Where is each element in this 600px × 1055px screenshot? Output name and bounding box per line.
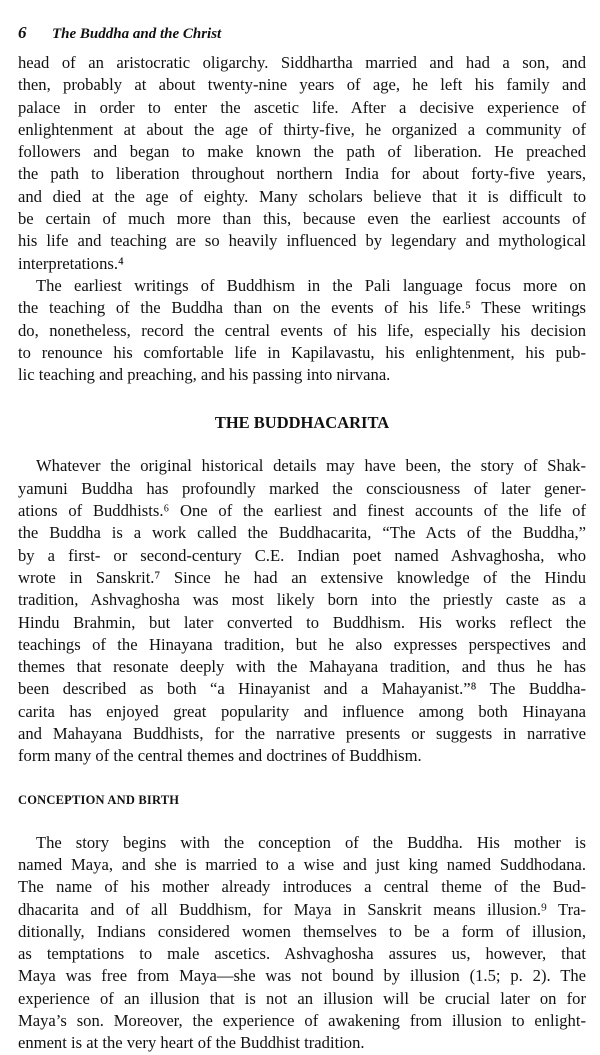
page-number: 6 xyxy=(18,23,27,42)
text-line: and died at the age of eighty. Many scholars believe that it is difficult to xyxy=(18,186,586,206)
text-line: as temptations to male ascetics. Ashvaghosha assures us, however, that xyxy=(18,944,586,964)
text-line: Maya was free from Maya—she was not bound by illusion (1.5; p. 2). The xyxy=(18,966,586,986)
text-line: enment is at the very heart of the Buddhist tradition. xyxy=(18,1033,365,1053)
text-line: enlightenment at about the age of thirty-five, he organized a community of xyxy=(18,119,586,139)
text-line: the teaching of the Buddha than on the events of his life.⁵ These writings xyxy=(18,298,586,318)
text-line: do, nonetheless, record the central events of his life, especially his decision xyxy=(18,320,586,340)
paragraph-2 xyxy=(18,275,586,386)
paragraph-1 xyxy=(18,52,586,275)
text-line: The earliest writings of Buddhism in the Pali language focus more on xyxy=(36,275,586,295)
paragraph-3 xyxy=(18,455,586,767)
text-line: dhacarita and of all Buddhism, for Maya in Sanskrit means illusion.⁹ Tra- xyxy=(18,899,586,919)
text-line: tradition, Ashvaghosha was most likely born into the priestly caste as a xyxy=(18,590,586,610)
subheading: CONCEPTION AND BIRTH xyxy=(18,792,180,807)
text-line: Maya’s son. Moreover, the experience of awakening from illusion to enlight- xyxy=(18,1010,586,1030)
running-head xyxy=(18,22,586,44)
book-page xyxy=(18,22,586,1055)
text-line: palace in order to enter the ascetic life. After a decisive experience of xyxy=(18,97,586,117)
running-head-title: The Buddha and the Christ xyxy=(52,26,222,42)
text-line: The name of his mother already introduces a central theme of the Bud- xyxy=(18,877,586,897)
text-line: named Maya, and she is married to a wise and just king named Suddhodana. xyxy=(18,854,586,874)
text-line: been described as both “a Hinayanist and a Mahayanist.”⁸ The Buddha- xyxy=(18,679,586,699)
text-line: Whatever the original historical details may have been, the story of Shak- xyxy=(36,456,586,476)
text-line: the Buddha is a work called the Buddhacarita, “The Acts of the Buddha,” xyxy=(18,523,586,543)
paragraph-4 xyxy=(18,832,586,1055)
text-line: ations of Buddhists.⁶ One of the earliest and finest accounts of the life of xyxy=(18,501,586,521)
text-line: experience of an illusion that is not an illusion will be crucial later on for xyxy=(18,988,586,1008)
text-line: Hindu Brahmin, but later converted to Buddhism. His works reflect the xyxy=(18,612,586,632)
text-line: ditionally, Indians considered women themselves to be a form of illusion, xyxy=(18,921,586,941)
text-line: followers and began to make known the path of liberation. He preached xyxy=(18,142,586,162)
text-line: yamuni Buddha has profoundly marked the consciousness of later gener- xyxy=(18,478,586,498)
text-line: themes that resonate deeply with the Mahayana tradition, and thus he has xyxy=(18,657,586,677)
text-line: wrote in Sanskrit.⁷ Since he had an extensive knowledge of the Hindu xyxy=(18,567,586,587)
text-line: to renounce his comfortable life in Kapilavastu, his enlightenment, his pub- xyxy=(18,342,586,362)
text-line: head of an aristocratic oligarchy. Siddhartha married and had a son, and xyxy=(18,53,586,72)
text-line: then, probably at about twenty-nine years of age, he left his family and xyxy=(18,75,586,95)
text-line: carita has enjoyed great popularity and influence among both Hinayana xyxy=(18,701,586,721)
text-line: The story begins with the conception of the Buddha. His mother is xyxy=(36,832,586,852)
text-line: teachings of the Hinayana tradition, but he also expresses perspectives and xyxy=(18,634,586,654)
text-line: interpretations.⁴ xyxy=(18,253,124,273)
text-line: lic teaching and preaching, and his passing into nirvana. xyxy=(18,365,391,385)
section-heading: THE BUDDHACARITA xyxy=(214,413,390,433)
text-line: the path to liberation throughout northern India for about forty-five years, xyxy=(18,164,586,184)
text-line: and Mahayana Buddhists, for the narrative presents or suggests in narrative xyxy=(18,724,586,744)
text-line: be certain of much more than this, because even the earliest accounts of xyxy=(18,209,586,229)
text-line: by a first- or second-century C.E. Indian poet named Ashvaghosha, who xyxy=(18,545,586,565)
text-line: form many of the central themes and doctrines of Buddhism. xyxy=(18,746,422,766)
text-line: his life and teaching are so heavily influenced by legendary and mythological xyxy=(18,231,586,251)
